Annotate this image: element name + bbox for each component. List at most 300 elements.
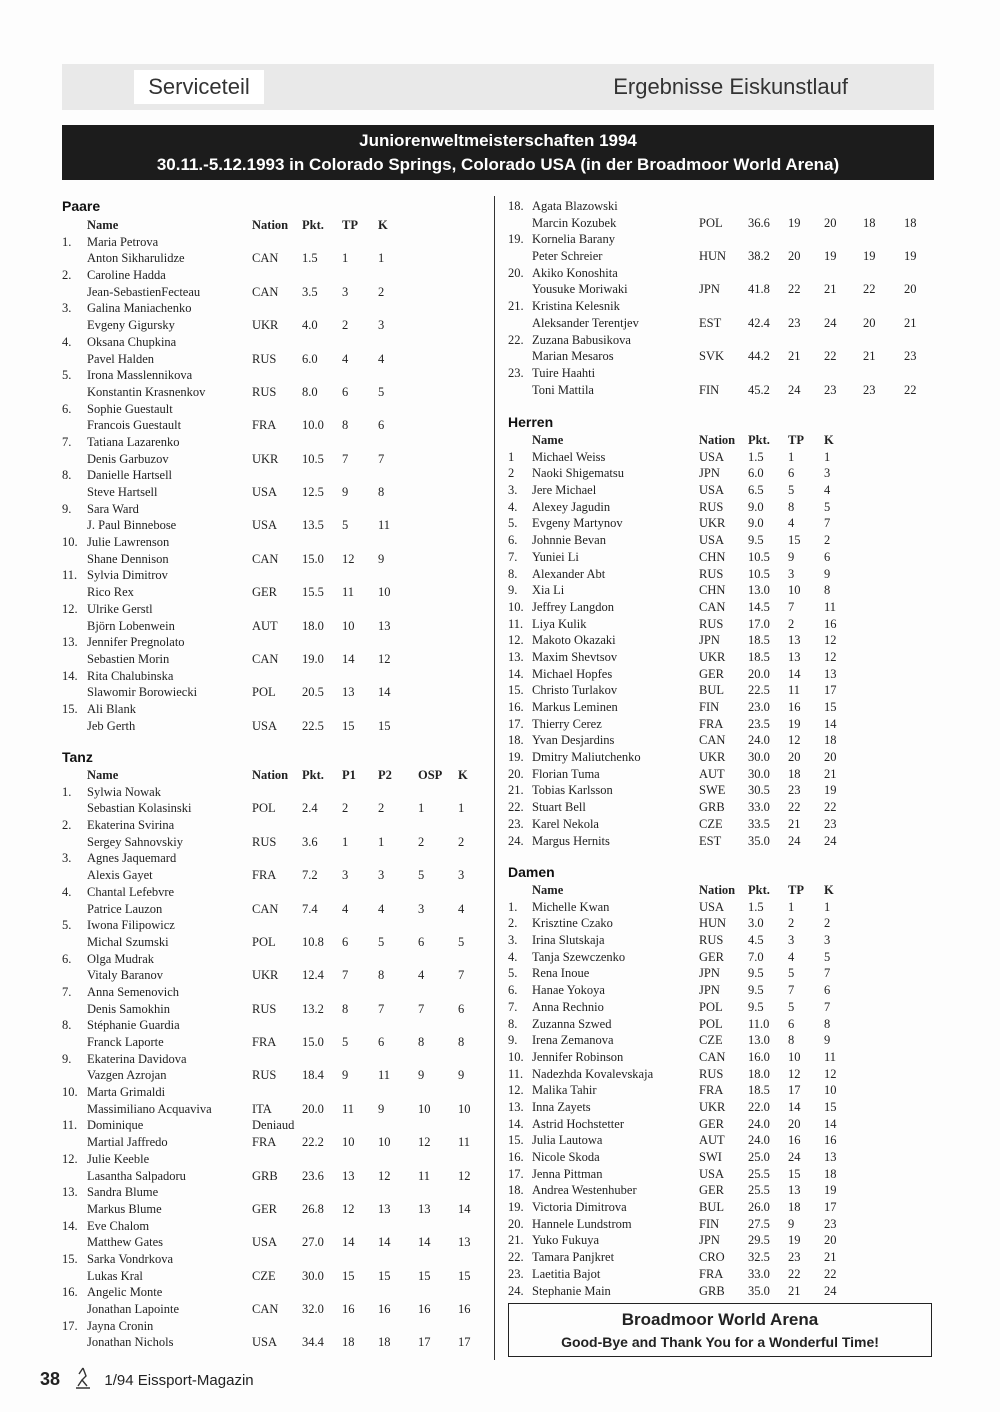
cell-points: 35.0 (748, 833, 770, 848)
cell-rank: 12. (62, 601, 78, 616)
cell-tp: 9 (342, 485, 349, 499)
cell-rank: 4. (508, 499, 518, 514)
cell-tp: 24 (788, 1150, 801, 1164)
cell-k: 14 (824, 1116, 837, 1131)
cell-nation: USA (252, 718, 278, 733)
header-name: Name (532, 883, 564, 897)
cell-rank: 1. (62, 234, 72, 249)
cell-nation: POL (252, 685, 276, 700)
cell-nation: CAN (699, 1049, 726, 1064)
cell-osp: 9 (418, 1068, 425, 1083)
cell-nation: RUS (252, 351, 277, 366)
cell-points: 15.0 (302, 1035, 324, 1049)
cell-k: 8 (824, 583, 831, 598)
cell-tp: 2 (788, 616, 795, 631)
cell-p1: 18 (342, 1335, 355, 1350)
cell-points: 3.5 (302, 284, 318, 299)
cell-tp: 15 (342, 718, 355, 733)
cell-tp: 8 (788, 1033, 795, 1048)
cell-rank: 18. (508, 199, 524, 213)
cell-p2: 19 (824, 249, 837, 264)
cell-name: Iwona Filipowicz (87, 918, 175, 933)
cell-nation: CHN (699, 583, 726, 598)
cell-nation: FRA (699, 1266, 724, 1281)
cell-name: Krisztine Czako (532, 916, 613, 931)
cell-k: 18 (824, 733, 837, 748)
cell-points: 9.5 (748, 533, 764, 548)
cell-name: Yousuke Moriwaki (532, 282, 628, 297)
cell-k: 6 (824, 549, 831, 564)
cell-k: 17 (824, 1200, 837, 1215)
cell-tp: 17 (788, 1083, 801, 1098)
cell-k: 2 (824, 533, 831, 548)
cell-rank: 20. (508, 1216, 524, 1231)
cell-name: Tuire Haahti (532, 365, 596, 380)
cell-name: Vitaly Baranov (87, 968, 163, 983)
cell-name: Zuzana Babusikova (532, 332, 631, 347)
cell-name: Sylwia Nowak (87, 784, 161, 799)
event-title: Juniorenweltmeisterschaften 1994 (359, 131, 637, 150)
cell-k: 22 (824, 800, 837, 815)
category-title: Ergebnisse Eiskunstlauf (613, 74, 848, 99)
cell-k: 19 (824, 1183, 837, 1198)
cell-rank: 4. (508, 949, 518, 964)
cell-tp: 13 (788, 1183, 801, 1198)
cell-nation: CAN (252, 651, 279, 666)
cell-nation: BUL (699, 683, 724, 698)
cell-k: 20 (824, 1233, 837, 1248)
cell-rank: 21. (508, 1233, 524, 1248)
cell-k: 11 (824, 1049, 837, 1064)
cell-points: 30.0 (302, 1268, 324, 1283)
cell-osp: 19 (863, 249, 876, 264)
cell-p2: 12 (378, 1168, 391, 1183)
cell-name: Björn Lobenwein (87, 618, 175, 633)
cell-rank: 12. (508, 633, 524, 648)
cell-nation: JPN (699, 983, 720, 998)
cell-p1: 8 (342, 1001, 349, 1016)
cell-rank: 7. (508, 549, 518, 564)
cell-name: Jonathan Lapointe (87, 1302, 179, 1316)
cell-name: Julia Lautowa (532, 1133, 603, 1148)
cell-nation: CRO (699, 1250, 725, 1265)
cell-rank: 10. (62, 1085, 78, 1100)
cell-name: Liya Kulik (532, 616, 587, 631)
cell-points: 41.8 (748, 282, 770, 297)
cell-k: 18 (904, 215, 917, 230)
cell-name: Zuzanna Szwed (532, 1016, 612, 1031)
cell-points: 10.0 (302, 418, 324, 433)
cell-nation: CAN (252, 1302, 279, 1316)
cell-tp: 14 (342, 651, 355, 666)
cell-p1: 1 (342, 834, 349, 849)
cell-points: 18.5 (748, 633, 770, 648)
cell-rank: 3. (62, 851, 72, 866)
cell-nation: UKR (699, 649, 726, 664)
cell-k: 10 (378, 585, 391, 600)
cell-points: 8.0 (302, 384, 318, 399)
cell-name: Margus Hernits (532, 833, 610, 848)
cell-rank: 11. (62, 1118, 78, 1133)
cell-tp: 7 (788, 983, 795, 998)
cell-name: Pavel Halden (87, 351, 154, 366)
header-nation: Nation (252, 218, 289, 232)
cell-nation: CAN (252, 901, 279, 916)
cell-name: Marta Grimaldi (87, 1085, 166, 1100)
cell-p1: 23 (788, 315, 801, 330)
cell-k: 15 (458, 1268, 471, 1283)
cell-nation: CZE (699, 816, 723, 831)
cell-tp: 6 (788, 1016, 795, 1031)
cell-name: Eve Chalom (87, 1218, 150, 1233)
cell-points: 25.5 (748, 1183, 770, 1198)
cell-k: 19 (824, 783, 837, 798)
cell-nation: USA (699, 449, 725, 464)
cell-points: 18.5 (748, 649, 770, 664)
cell-nation: GER (252, 1201, 277, 1216)
cell-points: 30.0 (748, 766, 770, 781)
cell-k: 21 (904, 315, 917, 330)
cell-k: 18 (824, 1166, 837, 1181)
cell-k: 19 (904, 249, 917, 264)
cell-nation: RUS (252, 384, 277, 399)
cell-nation: AUT (252, 618, 278, 633)
cell-rank: 8. (62, 1018, 72, 1033)
cell-name: Anton Sikharulidze (87, 251, 185, 266)
cell-name: Sarka Vondrkova (87, 1251, 173, 1266)
cell-rank: 3. (62, 301, 72, 316)
cell-nation: UKR (252, 968, 279, 983)
cell-name: Marcin Kozubek (532, 215, 617, 230)
cell-name: Irona Masslennikova (87, 368, 193, 383)
event-dates: 30.11.-5.12.1993 in Colorado Springs, Colorado USA (in der Broadmoor World Arena) (156, 155, 840, 174)
cell-tp: 12 (342, 551, 355, 566)
cell-nation: CZE (252, 1268, 276, 1283)
cell-k: 9 (458, 1068, 465, 1083)
cell-name: Tobias Karlsson (532, 783, 613, 798)
cell-p2: 21 (824, 282, 837, 297)
cell-rank: 17. (508, 1166, 524, 1181)
cell-tp: 20 (788, 750, 801, 765)
cell-p1: 11 (342, 1101, 355, 1116)
cell-nation: CAN (252, 251, 279, 266)
cell-points: 18.5 (748, 1083, 770, 1098)
cell-tp: 3 (788, 566, 795, 581)
cell-rank: 20. (508, 766, 524, 781)
cell-name: Evgeny Gigursky (87, 318, 175, 333)
cell-rank: 23. (508, 365, 524, 380)
cell-tp: 12 (788, 733, 801, 748)
cell-tp: 22 (788, 1266, 801, 1281)
cell-tp: 2 (788, 916, 795, 931)
cell-osp: 17 (418, 1335, 431, 1350)
cell-name: Jenna Pittman (532, 1166, 603, 1181)
cell-k: 3 (458, 868, 465, 883)
cell-points: 9.5 (748, 983, 764, 998)
cell-name: Agata Blazowski (532, 199, 618, 213)
cell-k: 21 (824, 1250, 837, 1265)
cell-points: 3.0 (748, 916, 764, 931)
cell-p2: 10 (378, 1135, 391, 1150)
cell-tp: 10 (788, 583, 801, 598)
cell-k: 13 (824, 1150, 837, 1164)
cell-points: 24.0 (748, 1133, 770, 1148)
cell-k: 12 (378, 651, 391, 666)
cell-nation: POL (699, 1016, 723, 1031)
cell-k: 2 (824, 916, 831, 931)
cell-rank: 4. (62, 334, 72, 349)
section-label: Serviceteil (134, 70, 264, 104)
cell-tp: 23 (788, 783, 801, 798)
cell-k: 11 (458, 1135, 471, 1150)
cell-name: Alexey Jagudin (532, 499, 611, 514)
cell-p1: 16 (342, 1302, 355, 1316)
cell-k: 22 (904, 382, 917, 397)
cell-k: 1 (378, 251, 385, 266)
cell-name: Konstantin Krasnenkov (87, 384, 206, 399)
cell-nation: UKR (699, 516, 726, 531)
cell-points: 25.0 (748, 1150, 770, 1164)
cell-k: 11 (824, 599, 837, 614)
cell-tp: 15 (788, 1166, 801, 1181)
cell-k: 13 (458, 1235, 471, 1250)
cell-k: 17 (824, 683, 837, 698)
cell-k: 9 (824, 566, 831, 581)
cell-rank: 2. (62, 818, 72, 833)
cell-p2: 14 (378, 1235, 391, 1250)
cell-name: Oksana Chupkina (87, 334, 177, 349)
cell-tp: 5 (788, 966, 795, 981)
cell-tp: 11 (788, 683, 801, 698)
cell-points: 12.4 (302, 968, 324, 983)
cell-name: Anna Rechnio (532, 999, 604, 1014)
cell-rank: 24. (508, 1283, 524, 1298)
cell-name: Jere Michael (532, 483, 597, 498)
cell-tp: 23 (788, 1250, 801, 1265)
cell-k: 7 (824, 999, 831, 1014)
cell-osp: 3 (418, 901, 425, 916)
cell-rank: 19. (508, 232, 524, 247)
cell-nation: FIN (699, 1216, 720, 1231)
cell-nation: GER (252, 585, 277, 600)
cell-k: 14 (824, 716, 837, 731)
cell-rank: 19. (508, 750, 524, 765)
cell-name: Lukas Kral (87, 1268, 143, 1283)
cell-nation: RUS (699, 499, 724, 514)
cell-k: 3 (824, 933, 831, 948)
cell-nation: Deniaud (252, 1118, 295, 1133)
cell-rank: 8. (508, 566, 518, 581)
cell-nation: USA (252, 1235, 278, 1250)
cell-rank: 13. (62, 1185, 78, 1200)
cell-k: 7 (824, 516, 831, 531)
cell-p2: 22 (824, 349, 837, 364)
cell-k: 12 (458, 1168, 471, 1183)
header-tp: TP (788, 883, 804, 897)
cell-name: Ekaterina Davidova (87, 1051, 187, 1066)
cell-nation: JPN (699, 282, 720, 297)
cell-name: Martial Jaffredo (87, 1135, 168, 1150)
cell-name: Franck Laporte (87, 1035, 164, 1049)
cell-k: 13 (824, 666, 837, 681)
cell-nation: USA (252, 518, 278, 533)
cell-points: 42.4 (748, 315, 770, 330)
cell-k: 1 (824, 449, 831, 464)
cell-rank: 9. (508, 1033, 518, 1048)
cell-nation: USA (699, 533, 725, 548)
cell-k: 3 (824, 466, 831, 481)
cell-k: 20 (824, 750, 837, 765)
cell-k: 14 (458, 1201, 471, 1216)
cell-nation: GER (699, 1116, 724, 1131)
cell-nation: RUS (699, 566, 724, 581)
cell-name: Malika Tahir (532, 1083, 597, 1098)
cell-points: 19.0 (302, 651, 324, 666)
cell-name: Astrid Hochstetter (532, 1116, 624, 1131)
cell-k: 5 (458, 934, 465, 949)
cell-p2: 18 (378, 1335, 391, 1350)
cell-points: 22.5 (748, 683, 770, 698)
cell-p1: 24 (788, 382, 801, 397)
cell-name: Florian Tuma (532, 766, 600, 781)
cell-name: Dominique (87, 1118, 144, 1133)
header-points: Pkt. (748, 883, 770, 897)
cell-p2: 5 (378, 934, 385, 949)
cell-name: Massimiliano Acquaviva (87, 1101, 212, 1116)
cell-name: Yvan Desjardins (532, 733, 615, 748)
header-name: Name (87, 218, 119, 232)
cell-osp: 8 (418, 1035, 425, 1049)
cell-tp: 8 (788, 499, 795, 514)
cell-osp: 21 (863, 349, 876, 364)
cell-tp: 10 (788, 1049, 801, 1064)
cell-nation: GER (699, 666, 724, 681)
cell-nation: POL (252, 801, 276, 816)
cell-points: 18.0 (748, 1066, 770, 1081)
cell-rank: 19. (508, 1200, 524, 1215)
cell-osp: 18 (863, 215, 876, 230)
cell-points: 25.5 (748, 1166, 770, 1181)
cell-name: Alexander Abt (532, 566, 606, 581)
cell-name: Ekaterina Svirina (87, 818, 175, 833)
cell-tp: 7 (342, 451, 349, 466)
cell-nation: USA (699, 1166, 725, 1181)
cell-nation: RUS (699, 1066, 724, 1081)
cell-k: 1 (458, 801, 465, 816)
cell-osp: 20 (863, 315, 876, 330)
cell-points: 3.6 (302, 834, 318, 849)
cell-osp: 13 (418, 1201, 431, 1216)
cell-rank: 6. (62, 951, 72, 966)
cell-name: Maxim Shevtsov (532, 649, 618, 664)
cell-name: Michelle Kwan (532, 899, 610, 914)
cell-p1: 5 (342, 1035, 349, 1049)
cell-p1: 21 (788, 349, 801, 364)
cell-points: 35.0 (748, 1283, 770, 1298)
cell-rank: 15. (508, 683, 524, 698)
cell-name: Andrea Westenhuber (532, 1183, 637, 1198)
cell-points: 1.5 (748, 449, 764, 464)
cell-points: 44.2 (748, 349, 770, 364)
cell-name: Slawomir Borowiecki (87, 685, 198, 700)
cell-name: Markus Leminen (532, 700, 618, 714)
cell-nation: GER (699, 1183, 724, 1198)
cell-p2: 15 (378, 1268, 391, 1283)
cell-rank: 12. (508, 1083, 524, 1098)
cell-name: Denis Garbuzov (87, 451, 169, 466)
cell-tp: 3 (788, 933, 795, 948)
cell-k: 9 (824, 1033, 831, 1048)
cell-rank: 15. (62, 1251, 78, 1266)
cell-points: 9.5 (748, 966, 764, 981)
cell-nation: CAN (699, 599, 726, 614)
cell-tp: 20 (788, 1116, 801, 1131)
cell-rank: 20. (508, 265, 524, 280)
cell-name: Jeffrey Langdon (532, 599, 615, 614)
cell-name: Stuart Bell (532, 800, 586, 815)
cell-name: Evgeny Martynov (532, 516, 623, 531)
cell-points: 30.5 (748, 783, 770, 798)
cell-k: 15 (824, 700, 837, 714)
cell-p1: 15 (342, 1268, 355, 1283)
cell-p1: 3 (342, 868, 349, 883)
cell-name: Tatiana Lazarenko (87, 434, 180, 449)
cell-k: 16 (824, 1133, 837, 1148)
cell-points: 23.5 (748, 716, 770, 731)
cell-tp: 4 (788, 516, 795, 531)
cell-nation: HUN (699, 916, 727, 931)
cell-k: 15 (824, 1099, 837, 1114)
column-divider (494, 196, 495, 1360)
cell-p1: 6 (342, 934, 349, 949)
cell-k: 7 (824, 966, 831, 981)
cell-k: 16 (824, 616, 837, 631)
cell-p2: 4 (378, 901, 385, 916)
cell-name: Galina Maniachenko (87, 301, 192, 316)
cell-nation: FIN (699, 700, 720, 714)
cell-nation: FIN (699, 382, 720, 397)
cell-k: 6 (458, 1001, 465, 1016)
cell-k: 12 (824, 633, 837, 648)
cell-points: 45.2 (748, 382, 770, 397)
cell-name: Anna Semenovich (87, 984, 179, 999)
cell-name: Sandra Blume (87, 1185, 159, 1200)
cell-tp: 6 (342, 384, 349, 399)
cell-osp: 6 (418, 934, 425, 949)
cell-name: Angelic Monte (87, 1285, 163, 1300)
header-tp: TP (342, 218, 358, 232)
cell-rank: 16. (62, 1285, 78, 1300)
cell-nation: UKR (699, 750, 726, 765)
cell-nation: UKR (252, 451, 279, 466)
cell-nation: SVK (699, 349, 725, 364)
cell-p1: 12 (342, 1201, 355, 1216)
cell-rank: 9. (508, 583, 518, 598)
cell-name: Jean-SebastienFecteau (87, 284, 201, 299)
cell-name: Olga Mudrak (87, 951, 154, 966)
cell-rank: 22. (508, 1250, 524, 1265)
cell-osp: 2 (418, 834, 425, 849)
cell-rank: 5. (508, 516, 518, 531)
cell-points: 27.0 (302, 1235, 324, 1250)
cell-nation: POL (699, 999, 723, 1014)
header-p1: P1 (342, 768, 356, 782)
cell-name: Kristina Kelesnik (532, 299, 620, 314)
cell-points: 20.5 (302, 685, 324, 700)
cell-points: 20.0 (302, 1101, 324, 1116)
cell-rank: 8. (62, 468, 72, 483)
cell-name: Michal Szumski (87, 934, 169, 949)
